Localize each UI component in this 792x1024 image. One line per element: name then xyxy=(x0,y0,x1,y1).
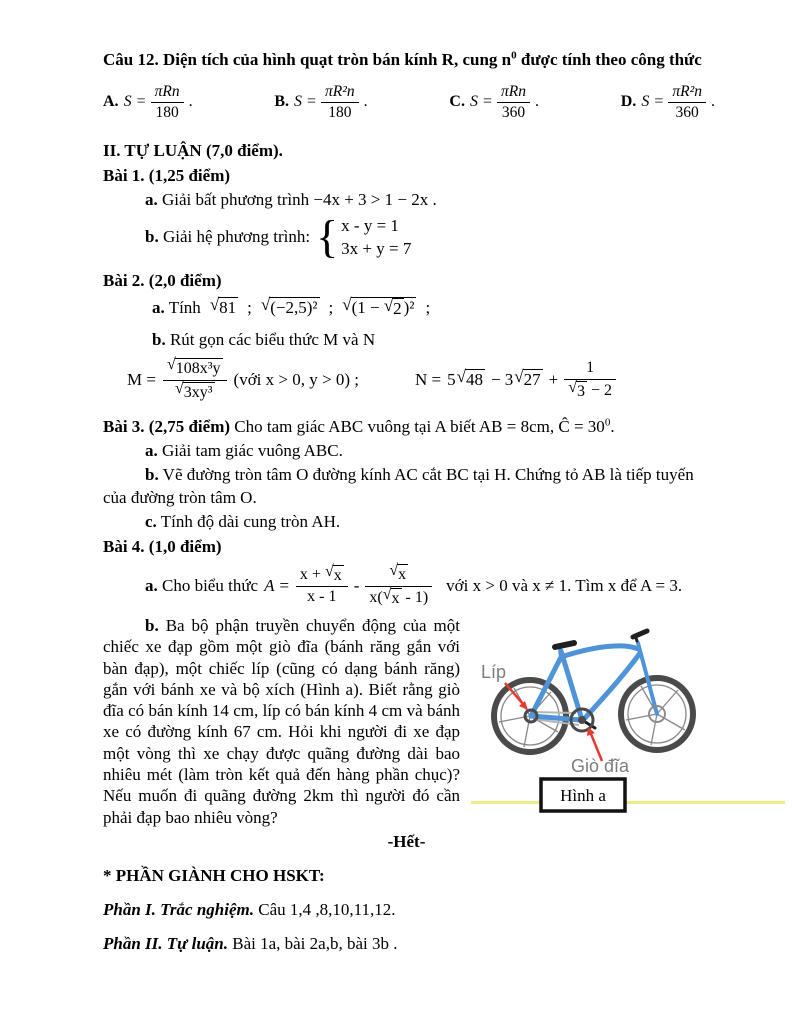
fraction-denominator: x - 1 xyxy=(307,588,337,606)
fraction xyxy=(163,358,227,401)
period: . xyxy=(610,417,615,436)
item-text: Giải hệ phương trình: xyxy=(158,227,311,246)
item-label: b. xyxy=(145,616,159,635)
hskt-part-2 xyxy=(103,932,710,955)
radical-sign: √ xyxy=(324,563,334,581)
radical-sign: √ xyxy=(166,356,176,374)
option-label: D. xyxy=(620,93,637,110)
radical-sign: √ xyxy=(568,378,577,396)
radical-sign: √ xyxy=(514,367,524,387)
sqrt-expression xyxy=(167,358,223,378)
period: . xyxy=(710,93,715,110)
item-label: b. xyxy=(145,465,159,484)
numerator-pre: x + xyxy=(299,565,325,583)
equals-sign: = xyxy=(482,93,493,110)
item-label: c. xyxy=(145,512,157,531)
radicand: x xyxy=(391,589,400,607)
hskt-title: * PHẦN GIÀNH CHO HSKT: xyxy=(103,865,325,885)
equation-1: x - y = 1 xyxy=(341,215,399,235)
separator: ; xyxy=(425,298,431,317)
radical-sign: √ xyxy=(382,585,392,603)
separator: ; xyxy=(328,298,334,317)
fraction-numerator: πRn xyxy=(151,83,184,103)
radical-sign: √ xyxy=(383,296,394,315)
intro-text: Cho tam giác ABC vuông tại A biết AB = 8cm, xyxy=(230,417,559,436)
fraction-numerator xyxy=(163,358,227,380)
item-label: a. xyxy=(145,190,158,209)
equals-sign: = xyxy=(136,93,146,110)
period: . xyxy=(188,93,193,110)
fraction xyxy=(365,564,432,607)
equals-sign: = xyxy=(307,93,317,110)
radicand: 48 xyxy=(465,370,483,390)
gio-dia-label: Giò đĩa xyxy=(571,756,630,776)
equation-2: 3x + y = 7 xyxy=(341,238,412,258)
question-text-tail: được tính theo công thức xyxy=(516,50,702,69)
sqrt-expression xyxy=(342,294,416,320)
sqrt-expression xyxy=(174,379,215,402)
answer-options-row xyxy=(103,80,715,124)
equation-system xyxy=(316,211,412,263)
bai-2-title: Bài 2. (2,0 điểm) xyxy=(103,271,222,290)
bicycle-illustration xyxy=(471,615,791,820)
item-text: Giải bất phương trình xyxy=(157,190,314,209)
period: . xyxy=(428,190,437,209)
item-text: Rút gọn các biểu thức M và N xyxy=(165,330,376,349)
radicand: 3 xyxy=(577,382,585,400)
item-lead xyxy=(152,298,201,318)
coefficient: 5 xyxy=(447,369,456,389)
bicycle-figure xyxy=(471,615,791,820)
option-b xyxy=(274,83,367,122)
item-lead xyxy=(145,227,310,247)
sqrt-expression xyxy=(325,565,344,585)
fraction-denominator: 360 xyxy=(675,103,699,121)
bai-4a xyxy=(103,560,710,612)
formula-lhs: S xyxy=(469,93,478,110)
condition-text: với x > 0 và x ≠ 1. Tìm x để A = 3. xyxy=(446,576,683,595)
bai-1b xyxy=(103,213,710,261)
sqrt-expression xyxy=(568,378,587,401)
radicand xyxy=(351,297,417,320)
bai-3c xyxy=(103,510,710,533)
period: . xyxy=(363,93,368,110)
sqrt-expression xyxy=(210,297,238,318)
bai-2a xyxy=(103,294,710,322)
part-text: Câu 1,4 ,8,10,11,12. xyxy=(253,899,396,919)
angle-c-hat: Ĉ xyxy=(558,417,570,436)
radicand: x xyxy=(333,567,342,585)
sqrt-expression xyxy=(457,369,485,390)
radicand: x xyxy=(398,566,407,584)
fraction xyxy=(296,565,348,607)
item-text: Vẽ đường tròn tâm O đường kính AC cắt BC tại H. Chứng tỏ AB là tiếp tuyến của đường tròn tâm O. xyxy=(103,465,694,507)
sqrt-expression xyxy=(261,297,320,318)
radicand: 2 xyxy=(393,299,402,318)
question-number: Câu 12. xyxy=(103,50,159,69)
bai-1a xyxy=(103,188,710,211)
denominator-tail: − 2 xyxy=(587,381,613,399)
denominator-post: - 1) xyxy=(401,588,429,606)
fraction-numerator: 1 xyxy=(564,359,616,379)
bai-3-title-line xyxy=(103,415,710,438)
fraction xyxy=(321,83,359,122)
fraction-denominator xyxy=(163,381,227,402)
end-marker: -Hết- xyxy=(387,831,426,851)
radical-sign: √ xyxy=(174,379,184,397)
radicand: (−2,5)² xyxy=(270,298,318,318)
system-equations xyxy=(341,216,411,259)
item-label: b. xyxy=(152,330,166,349)
bai-3-title: Bài 3. (2,75 điểm) xyxy=(103,417,231,436)
denominator-pre: x( xyxy=(369,588,383,606)
fraction-numerator: πRn xyxy=(497,83,530,103)
item-text: Tính độ dài cung tròn AH. xyxy=(156,512,341,531)
item-label: b. xyxy=(145,227,159,246)
bai-3b xyxy=(103,463,710,509)
item-label: a. xyxy=(145,441,158,460)
m-expression xyxy=(127,358,359,401)
angle-value: = 30 xyxy=(569,417,605,436)
option-a xyxy=(103,83,193,122)
system-brace: { xyxy=(316,211,339,263)
radical-sign: √ xyxy=(456,367,466,387)
fraction-numerator xyxy=(365,564,432,586)
period: . xyxy=(535,93,539,110)
radicand: 3xy³ xyxy=(183,383,213,401)
item-text: Ba bộ phận truyền chuyển động của một chiếc xe đạp gồm một giò đĩa (bánh răng gắn với bàn đạp), một chiếc líp (cũng có dạng bánh răng) gắn với bánh xe và bộ xích (Hình a). Biết rằng giò đĩa có bán kính 14 cm, líp có bán kính 4 cm và bánh xe có đường kính 67 cm. Hỏi khi người đi xe đạp một vòng thì xe chạy được quãng đường dài bao nhiêu mét (làm tròn kết quả đến hàng phần chục)? Nếu muốn đi quãng đường 2km thì người đó cần phải đạp bao nhiêu vòng? xyxy=(103,616,460,827)
hskt-part-1 xyxy=(103,898,710,921)
question-text: Diện tích của hình quạt tròn bán kính R, cung n xyxy=(158,50,512,69)
section-2-title: II. TỰ LUẬN (7,0 điểm). xyxy=(103,141,283,160)
option-label: C. xyxy=(449,93,465,110)
item-text: Cho biểu thức xyxy=(157,576,259,595)
question-12-heading xyxy=(103,48,723,71)
inequality-formula: −4x + 3 > 1 − 2x xyxy=(313,190,429,209)
minus-operator: - xyxy=(353,576,360,595)
part-label: Phần II. Tự luận. xyxy=(103,933,228,953)
formula-lhs: S xyxy=(294,93,302,110)
formula-lhs: S xyxy=(641,93,650,110)
a-lhs: A = xyxy=(264,576,290,595)
fraction xyxy=(668,83,706,122)
option-c xyxy=(449,83,539,122)
m-condition: (với x > 0, y > 0) ; xyxy=(233,370,359,389)
radical-sign: √ xyxy=(260,295,271,315)
sqrt-expression xyxy=(382,585,402,608)
formula-lhs: S xyxy=(123,93,132,110)
option-label: A. xyxy=(103,93,119,110)
fraction-denominator: 180 xyxy=(328,103,352,121)
sqrt-expression xyxy=(514,369,542,390)
radicand: 27 xyxy=(523,370,541,390)
radicand-post: )² xyxy=(403,297,415,317)
n-lhs: N = xyxy=(414,369,442,389)
bai-4b-row xyxy=(103,615,791,828)
item-lead xyxy=(145,576,258,596)
fraction-numerator xyxy=(296,565,348,587)
part-text: Bài 1a, bài 2a,b, bài 3b . xyxy=(227,933,398,953)
fraction xyxy=(497,83,530,122)
operator: − 3 xyxy=(490,369,514,389)
separator: ; xyxy=(247,298,252,317)
bai-4-title: Bài 4. (1,0 điểm) xyxy=(103,537,222,556)
radical-sign: √ xyxy=(209,295,220,315)
fraction-denominator xyxy=(564,380,616,401)
radicand: 81 xyxy=(219,298,237,318)
item-text: Giải tam giác vuông ABC. xyxy=(157,441,343,460)
fraction-denominator: 180 xyxy=(155,103,179,121)
bai-2b xyxy=(103,328,710,351)
fraction xyxy=(151,83,184,122)
sqrt-expression xyxy=(389,564,408,584)
fraction-numerator: πR²n xyxy=(668,83,706,103)
bai-3a xyxy=(103,439,710,462)
radical-sign: √ xyxy=(342,294,352,314)
radicand-pre: (1 − xyxy=(351,297,384,317)
fraction-denominator xyxy=(365,587,432,608)
bai-1-title: Bài 1. (1,25 điểm) xyxy=(103,166,231,185)
n-expression xyxy=(415,359,616,401)
m-lhs: M = xyxy=(127,370,156,389)
part-label: Phần I. Trắc nghiệm. xyxy=(103,899,254,919)
radicand: 108x³y xyxy=(175,360,221,378)
item-label: a. xyxy=(145,576,158,595)
fraction-denominator: 360 xyxy=(501,103,526,121)
item-label: a. xyxy=(152,298,165,317)
operator: + xyxy=(548,369,559,389)
exponent: 0 xyxy=(604,416,611,429)
lip-label: Líp xyxy=(481,662,507,682)
option-label: B. xyxy=(274,93,289,110)
bai-2b-formulas xyxy=(103,352,710,408)
exponent: 0 xyxy=(511,49,517,62)
item-text: Tính xyxy=(164,298,201,317)
figure-caption: Hình a xyxy=(560,786,606,805)
fraction-numerator: πR²n xyxy=(321,83,359,103)
chainring-hub xyxy=(578,716,586,724)
equals-sign: = xyxy=(654,93,664,110)
yellow-underline xyxy=(471,801,785,804)
nested-sqrt xyxy=(384,298,404,319)
fraction xyxy=(564,359,616,401)
option-d xyxy=(621,83,715,122)
bai-4b-paragraph xyxy=(103,615,460,828)
radical-sign: √ xyxy=(389,562,399,580)
